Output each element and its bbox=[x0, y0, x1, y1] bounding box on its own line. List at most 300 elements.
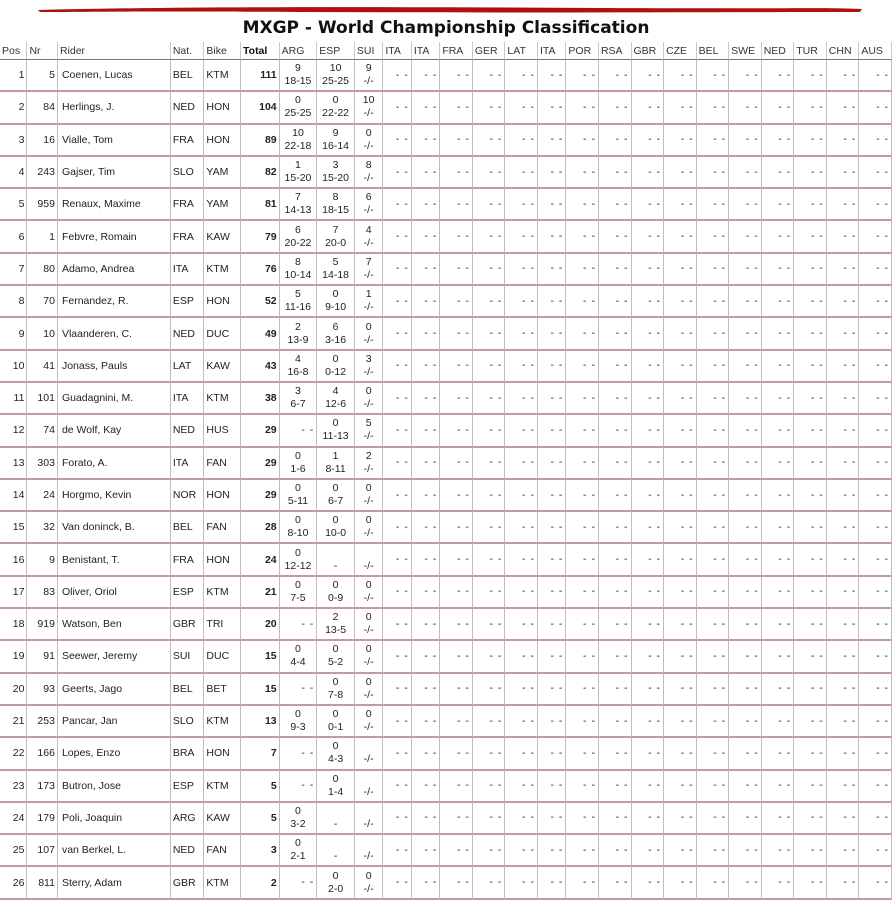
gp-points: 0 bbox=[332, 288, 339, 301]
gp-result-cell: - - bbox=[599, 60, 632, 92]
gp-race-results: 0-9 bbox=[328, 591, 344, 604]
number-cell: 16 bbox=[27, 125, 58, 157]
table-row[interactable] bbox=[0, 674, 892, 706]
nationality-cell: BRA bbox=[171, 738, 205, 770]
gp-result-cell: - - bbox=[632, 835, 665, 867]
gp-points: 8 bbox=[295, 255, 301, 268]
gp-result-cell: - - bbox=[697, 415, 730, 447]
gp-points: 0 bbox=[365, 869, 372, 882]
gp-result-cell: - - bbox=[729, 125, 762, 157]
gp-race-results: 6-7 bbox=[290, 398, 306, 411]
table-row[interactable] bbox=[0, 221, 892, 253]
gp-result-cell: - - bbox=[566, 92, 599, 124]
gp-result-cell: - - bbox=[664, 706, 697, 738]
gp-result-cell: - - bbox=[599, 641, 632, 673]
gp-result-cell: - - bbox=[697, 383, 730, 415]
gp-race-results: -/- bbox=[363, 495, 374, 507]
gp-result-cell: - - bbox=[412, 157, 440, 189]
gp-result-cell: - - bbox=[827, 221, 860, 253]
gp-result-cell: - - bbox=[859, 512, 892, 544]
bike-cell: DUC bbox=[204, 318, 241, 350]
table-row[interactable] bbox=[0, 157, 892, 189]
column-header: CHN bbox=[827, 42, 860, 60]
bike-cell: HON bbox=[204, 544, 241, 576]
nationality-cell: ESP bbox=[171, 286, 205, 318]
gp-race-results: 8-11 bbox=[325, 462, 346, 475]
gp-result-cell: - - bbox=[827, 544, 860, 576]
gp-result-cell: - - bbox=[794, 221, 827, 253]
gp-result-cell bbox=[317, 60, 355, 92]
gp-result-cell: - - bbox=[859, 480, 892, 512]
gp-result-cell: - - bbox=[632, 609, 665, 641]
gp-race-results: 3-2 bbox=[290, 817, 306, 830]
gp-result-cell: - - bbox=[827, 803, 860, 835]
gp-result-cell: - - bbox=[383, 480, 411, 512]
gp-result-cell bbox=[317, 221, 355, 253]
position-cell: 6 bbox=[0, 221, 27, 253]
gp-race-results: 5-2 bbox=[328, 656, 344, 669]
gp-result-cell: - - bbox=[729, 189, 762, 221]
gp-result-cell: - - bbox=[794, 448, 827, 480]
gp-result-cell: - - bbox=[440, 254, 473, 286]
gp-result-cell: - - bbox=[412, 480, 440, 512]
gp-result-cell: - - bbox=[664, 221, 697, 253]
rider-name-cell: van Berkel, L. bbox=[58, 835, 171, 867]
bike-cell: KAW bbox=[204, 221, 241, 253]
table-row[interactable] bbox=[0, 771, 892, 803]
gp-result-cell: - - bbox=[632, 577, 665, 609]
gp-result-cell bbox=[317, 254, 355, 286]
gp-result-cell: - - bbox=[440, 60, 473, 92]
number-cell: 253 bbox=[27, 706, 58, 738]
bike-cell: TRI bbox=[204, 609, 241, 641]
gp-points: 3 bbox=[332, 159, 339, 172]
gp-points: 0 bbox=[332, 417, 339, 430]
gp-result-cell: - - bbox=[794, 92, 827, 124]
gp-result-cell: - - bbox=[383, 867, 411, 899]
gp-race-results: -/- bbox=[363, 236, 374, 249]
gp-points: 0 bbox=[332, 740, 339, 753]
gp-result-cell: - - bbox=[473, 609, 506, 641]
gp-result-cell: - - bbox=[859, 92, 892, 124]
gp-result-cell: - - bbox=[794, 835, 827, 867]
gp-result-cell: - - bbox=[440, 189, 473, 221]
gp-result-cell: - - bbox=[599, 157, 632, 189]
gp-result-cell: - - bbox=[632, 674, 665, 706]
gp-result-cell: - - bbox=[729, 867, 762, 899]
gp-result-cell: - - bbox=[632, 189, 665, 221]
gp-race-results: -/- bbox=[363, 268, 374, 281]
rider-name-cell: Pancar, Jan bbox=[58, 706, 171, 738]
gp-result-cell: - - bbox=[632, 92, 665, 124]
total-points-cell: 24 bbox=[241, 544, 280, 576]
gp-result-cell: - - bbox=[859, 738, 892, 770]
gp-result-cell bbox=[280, 835, 318, 867]
gp-result-cell: - - bbox=[473, 92, 506, 124]
gp-race-results: 10-14 bbox=[284, 268, 312, 281]
rider-name-cell: Horgmo, Kevin bbox=[58, 480, 171, 512]
gp-result-cell: - - bbox=[566, 125, 599, 157]
gp-race-results: -/- bbox=[363, 785, 374, 798]
gp-result-cell: - - bbox=[440, 157, 473, 189]
gp-result-cell: - - bbox=[538, 706, 566, 738]
table-row[interactable] bbox=[0, 609, 892, 641]
gp-result-cell: - - bbox=[538, 867, 566, 899]
gp-race-results: 13-5 bbox=[325, 624, 347, 637]
gp-result-cell: - - bbox=[729, 448, 762, 480]
bike-cell: FAN bbox=[204, 835, 241, 867]
gp-result-cell bbox=[317, 286, 355, 318]
gp-result-cell: - - bbox=[762, 480, 795, 512]
table-row[interactable] bbox=[0, 803, 892, 835]
gp-result-cell: - - bbox=[827, 254, 860, 286]
gp-result-cell: - - bbox=[697, 318, 730, 350]
gp-result-cell: - - bbox=[505, 512, 538, 544]
nationality-cell: NOR bbox=[171, 480, 205, 512]
gp-result-cell: - - bbox=[697, 448, 730, 480]
gp-result-cell bbox=[317, 512, 355, 544]
column-header: Nat. bbox=[171, 42, 205, 60]
gp-result-cell: - - bbox=[859, 351, 892, 383]
gp-result-cell: - - bbox=[440, 803, 473, 835]
table-row[interactable] bbox=[0, 480, 892, 512]
total-points-cell: 13 bbox=[241, 706, 280, 738]
gp-result-cell: - - bbox=[729, 383, 762, 415]
gp-result-cell: - - bbox=[859, 221, 892, 253]
column-header: NED bbox=[762, 42, 795, 60]
gp-race-results: -/- bbox=[363, 559, 374, 572]
gp-result-cell: - - bbox=[664, 544, 697, 576]
rider-name-cell: Herlings, J. bbox=[58, 92, 171, 124]
gp-points: 0 bbox=[365, 675, 372, 688]
gp-points: 0 bbox=[365, 482, 372, 494]
gp-result-cell: - - bbox=[412, 609, 440, 641]
gp-result-cell: - - bbox=[505, 609, 538, 641]
gp-result-cell: - - bbox=[827, 448, 860, 480]
gp-result-cell: - - bbox=[697, 577, 730, 609]
gp-result-cell: - - bbox=[383, 318, 411, 350]
gp-result-cell: - - bbox=[566, 771, 599, 803]
gp-result-cell: - - bbox=[697, 609, 730, 641]
gp-result-cell: - - bbox=[729, 157, 762, 189]
table-row[interactable] bbox=[0, 544, 892, 576]
number-cell: 32 bbox=[27, 512, 58, 544]
rider-name-cell: Watson, Ben bbox=[58, 609, 171, 641]
number-cell: 303 bbox=[27, 448, 58, 480]
gp-result-cell: - - bbox=[697, 674, 730, 706]
gp-result-cell: - - bbox=[632, 286, 665, 318]
gp-result-cell: - - bbox=[827, 577, 860, 609]
table-row[interactable] bbox=[0, 254, 892, 286]
gp-result-cell: - - bbox=[440, 351, 473, 383]
gp-result-cell: - - bbox=[599, 351, 632, 383]
table-row[interactable] bbox=[0, 60, 892, 92]
gp-result-cell: - - bbox=[383, 125, 411, 157]
gp-result-cell: - - bbox=[632, 221, 665, 253]
position-cell: 3 bbox=[0, 125, 27, 157]
gp-race-results: -/- bbox=[363, 365, 374, 378]
gp-result-cell: - - bbox=[664, 254, 697, 286]
table-row[interactable] bbox=[0, 577, 892, 609]
column-header: POR bbox=[566, 42, 599, 60]
bike-cell: FAN bbox=[204, 448, 241, 480]
gp-points bbox=[357, 805, 380, 818]
gp-result-cell: - - bbox=[538, 738, 566, 770]
gp-result-cell: - - bbox=[440, 512, 473, 544]
gp-result-cell: - - bbox=[505, 157, 538, 189]
gp-result-cell: - - bbox=[762, 448, 795, 480]
gp-result-cell: - - bbox=[762, 512, 795, 544]
gp-result-cell: - - bbox=[412, 867, 440, 899]
gp-result-cell: - - bbox=[412, 254, 440, 286]
bike-cell: HON bbox=[204, 125, 241, 157]
gp-result-cell: - - bbox=[794, 254, 827, 286]
gp-result-cell: - - bbox=[412, 803, 440, 835]
gp-result-cell: - - bbox=[599, 254, 632, 286]
position-cell: 12 bbox=[0, 415, 27, 447]
gp-result-cell: - - bbox=[473, 512, 506, 544]
gp-result-cell bbox=[355, 254, 383, 286]
table-row[interactable] bbox=[0, 835, 892, 867]
gp-result-cell: - - bbox=[794, 383, 827, 415]
gp-result-cell: - - bbox=[632, 318, 665, 350]
gp-result-cell: - - bbox=[440, 641, 473, 673]
gp-result-cell: - - bbox=[566, 835, 599, 867]
gp-result-cell: - - bbox=[505, 480, 538, 512]
gp-result-cell: - - bbox=[664, 577, 697, 609]
table-row[interactable] bbox=[0, 286, 892, 318]
gp-result-cell: - - bbox=[505, 867, 538, 899]
gp-result-cell: - - bbox=[827, 286, 860, 318]
gp-race-results: -/- bbox=[363, 721, 374, 734]
gp-result-cell bbox=[317, 125, 355, 157]
gp-result-cell: - - bbox=[762, 544, 795, 576]
gp-result-cell bbox=[317, 92, 355, 124]
gp-points: 0 bbox=[365, 385, 372, 398]
gp-points: 0 bbox=[365, 578, 372, 591]
gp-result-cell: - - bbox=[599, 448, 632, 480]
rider-name-cell: Febvre, Romain bbox=[58, 221, 171, 253]
gp-result-cell: - - bbox=[538, 351, 566, 383]
gp-result-cell: - - bbox=[566, 706, 599, 738]
column-header: ITA bbox=[383, 42, 411, 60]
gp-result-cell: - - bbox=[762, 351, 795, 383]
gp-result-cell: - - bbox=[473, 480, 506, 512]
gp-result-cell: - - bbox=[697, 60, 730, 92]
gp-points: 3 bbox=[295, 385, 301, 398]
table-row[interactable] bbox=[0, 351, 892, 383]
gp-result-cell: - - bbox=[505, 803, 538, 835]
gp-result-cell: - - bbox=[729, 254, 762, 286]
gp-result-cell: - - bbox=[505, 706, 538, 738]
gp-result-cell: - - bbox=[566, 803, 599, 835]
gp-result-cell: - - bbox=[859, 189, 892, 221]
table-row[interactable] bbox=[0, 706, 892, 738]
rider-name-cell: Van doninck, B. bbox=[58, 512, 171, 544]
gp-result-cell: - - bbox=[566, 351, 599, 383]
gp-result-cell: - - bbox=[473, 448, 506, 480]
gp-result-cell: - - bbox=[440, 480, 473, 512]
gp-result-cell: - - bbox=[859, 415, 892, 447]
gp-result-cell: - - bbox=[412, 641, 440, 673]
gp-result-cell: - - bbox=[505, 60, 538, 92]
table-row[interactable] bbox=[0, 383, 892, 415]
gp-result-cell bbox=[355, 835, 383, 867]
gp-points bbox=[357, 837, 380, 850]
gp-race-results: 16-14 bbox=[322, 139, 350, 152]
gp-result-cell: - - bbox=[827, 835, 860, 867]
gp-result-cell: - - bbox=[664, 609, 697, 641]
gp-result-cell: - - bbox=[599, 415, 632, 447]
gp-result-cell: - - bbox=[538, 674, 566, 706]
position-cell: 21 bbox=[0, 706, 27, 738]
table-row[interactable] bbox=[0, 738, 892, 770]
position-cell: 16 bbox=[0, 544, 27, 576]
number-cell: 10 bbox=[27, 318, 58, 350]
gp-result-cell: - - bbox=[473, 577, 506, 609]
nationality-cell: NED bbox=[171, 318, 205, 350]
total-points-cell: 15 bbox=[241, 641, 280, 673]
gp-race-results: -/- bbox=[363, 139, 374, 152]
gp-result-cell: - - bbox=[729, 351, 762, 383]
gp-result-cell: - - bbox=[762, 221, 795, 253]
table-row[interactable] bbox=[0, 189, 892, 221]
gp-result-cell: - - bbox=[473, 738, 506, 770]
gp-result-cell: - - bbox=[762, 803, 795, 835]
gp-result-cell: - - bbox=[632, 512, 665, 544]
gp-result-cell: - - bbox=[412, 415, 440, 447]
gp-points: 8 bbox=[365, 159, 372, 172]
gp-result-cell bbox=[317, 480, 355, 512]
gp-result-cell: - - bbox=[383, 609, 411, 641]
gp-result-cell: - - bbox=[412, 577, 440, 609]
table-row[interactable] bbox=[0, 512, 892, 544]
gp-race-results: 11-13 bbox=[322, 430, 349, 443]
bike-cell: BET bbox=[204, 674, 241, 706]
position-cell: 14 bbox=[0, 480, 27, 512]
gp-result-cell bbox=[355, 480, 383, 512]
gp-result-cell: - - bbox=[859, 674, 892, 706]
gp-result-cell: - - bbox=[440, 771, 473, 803]
total-points-cell: 49 bbox=[241, 318, 280, 350]
gp-result-cell bbox=[355, 221, 383, 253]
gp-result-cell bbox=[317, 383, 355, 415]
gp-result-cell: - - bbox=[859, 641, 892, 673]
gp-race-results: 20-0 bbox=[325, 236, 347, 249]
rider-name-cell: Coenen, Lucas bbox=[58, 60, 171, 92]
gp-result-cell: - - bbox=[632, 480, 665, 512]
gp-points: 5 bbox=[365, 417, 372, 430]
column-header: Pos bbox=[0, 42, 27, 60]
gp-result-cell bbox=[280, 254, 318, 286]
gp-result-cell: - - bbox=[473, 221, 506, 253]
gp-result-cell: - - bbox=[632, 383, 665, 415]
gp-result-cell bbox=[317, 674, 355, 706]
gp-result-cell bbox=[280, 189, 318, 221]
gp-result-cell bbox=[280, 803, 318, 835]
gp-result-cell: - - bbox=[440, 738, 473, 770]
gp-result-cell: - - bbox=[566, 415, 599, 447]
gp-points: 0 bbox=[365, 708, 372, 721]
gp-result-cell: - - bbox=[280, 771, 318, 803]
gp-result-cell: - - bbox=[505, 318, 538, 350]
bike-cell: KTM bbox=[204, 254, 241, 286]
gp-result-cell: - - bbox=[762, 835, 795, 867]
gp-result-cell: - - bbox=[697, 641, 730, 673]
table-row[interactable] bbox=[0, 415, 892, 447]
gp-result-cell: - - bbox=[440, 867, 473, 899]
gp-result-cell: - - bbox=[729, 60, 762, 92]
gp-result-cell bbox=[355, 286, 383, 318]
gp-race-results: 7-5 bbox=[290, 591, 306, 604]
gp-result-cell: - - bbox=[440, 674, 473, 706]
gp-race-results: 6-7 bbox=[328, 495, 344, 507]
gp-result-cell: - - bbox=[794, 738, 827, 770]
gp-result-cell: - - bbox=[538, 189, 566, 221]
position-cell: 7 bbox=[0, 254, 27, 286]
gp-points bbox=[319, 547, 352, 560]
column-header: RSA bbox=[599, 42, 632, 60]
gp-result-cell: - - bbox=[566, 641, 599, 673]
gp-race-results: 16-8 bbox=[287, 365, 309, 378]
table-row[interactable] bbox=[0, 92, 892, 124]
table-row[interactable] bbox=[0, 448, 892, 480]
bike-cell: KTM bbox=[204, 577, 241, 609]
gp-result-cell: - - bbox=[697, 706, 730, 738]
gp-result-cell: - - bbox=[664, 867, 697, 899]
gp-points: 4 bbox=[295, 352, 301, 365]
column-header: ESP bbox=[317, 42, 355, 60]
table-row[interactable] bbox=[0, 641, 892, 673]
gp-race-results: -/- bbox=[363, 656, 374, 669]
gp-result-cell bbox=[355, 318, 383, 350]
table-row[interactable] bbox=[0, 867, 892, 899]
gp-result-cell: - - bbox=[762, 318, 795, 350]
nationality-cell: SLO bbox=[171, 706, 205, 738]
gp-result-cell: - - bbox=[440, 706, 473, 738]
rider-name-cell: Geerts, Jago bbox=[58, 674, 171, 706]
nationality-cell: ESP bbox=[171, 771, 205, 803]
gp-result-cell: - - bbox=[762, 706, 795, 738]
gp-points: 0 bbox=[332, 94, 339, 107]
gp-result-cell: - - bbox=[505, 92, 538, 124]
gp-result-cell bbox=[355, 706, 383, 738]
nationality-cell: LAT bbox=[171, 351, 205, 383]
gp-points: 0 bbox=[295, 482, 301, 494]
gp-result-cell: - - bbox=[566, 512, 599, 544]
gp-result-cell: - - bbox=[599, 189, 632, 221]
gp-result-cell: - - bbox=[440, 383, 473, 415]
page-title: MXGP - World Championship Classification bbox=[242, 18, 650, 38]
gp-points: 0 bbox=[365, 643, 372, 656]
table-row[interactable] bbox=[0, 318, 892, 350]
gp-result-cell: - - bbox=[599, 835, 632, 867]
gp-points: 0 bbox=[295, 546, 301, 559]
gp-result-cell: - - bbox=[859, 318, 892, 350]
gp-result-cell: - - bbox=[729, 318, 762, 350]
gp-result-cell: - - bbox=[473, 254, 506, 286]
rider-name-cell: Benistant, T. bbox=[58, 544, 171, 576]
gp-result-cell bbox=[280, 60, 318, 92]
gp-result-cell: - - bbox=[632, 641, 665, 673]
table-row[interactable] bbox=[0, 125, 892, 157]
gp-result-cell: - - bbox=[697, 221, 730, 253]
gp-result-cell: - - bbox=[794, 480, 827, 512]
column-header: SUI bbox=[355, 42, 383, 60]
gp-points: 0 bbox=[295, 94, 301, 107]
gp-result-cell: - - bbox=[538, 835, 566, 867]
nationality-cell: SUI bbox=[171, 641, 205, 673]
